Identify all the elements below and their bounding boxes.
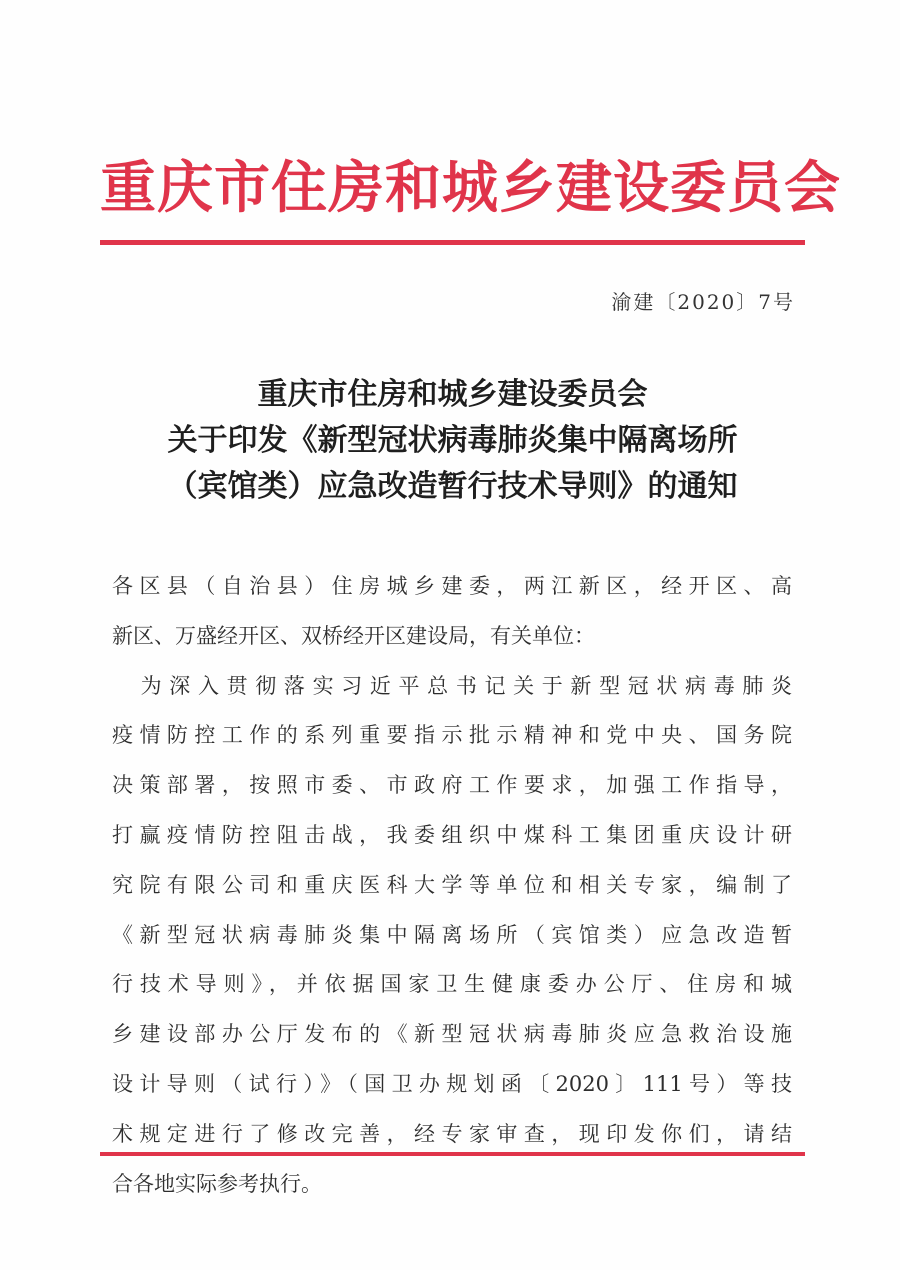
body-line-4: 疫情防控工作的系列重要指示批示精神和党中央、国务院 bbox=[112, 723, 792, 748]
body-line-13: 合各地实际参考执行。 bbox=[112, 1171, 322, 1196]
body-line-8: 《新型冠状病毒肺炎集中隔离场所（宾馆类）应急改造暂 bbox=[112, 922, 792, 947]
body-line-1: 各区县（自治县）住房城乡建委，两江新区，经开区、高 bbox=[112, 574, 792, 598]
document-title bbox=[100, 372, 805, 510]
document-body bbox=[112, 562, 792, 1209]
body-line-12: 术规定进行了修改完善，经专家审查，现印发你们，请结 bbox=[112, 1121, 792, 1146]
body-line-5: 决策部署，按照市委、市政府工作要求，加强工作指导， bbox=[112, 773, 792, 798]
title-line-2: 关于印发《新型冠状病毒肺炎集中隔离场所 bbox=[167, 423, 738, 458]
title-line-3: （宾馆类）应急改造暂行技术导则》的通知 bbox=[167, 469, 738, 504]
org-letterhead: 重庆市住房和城乡建设委员会 bbox=[100, 155, 841, 221]
body-line-6: 打赢疫情防控阻击战，我委组织中煤科工集团重庆设计研 bbox=[112, 822, 792, 847]
document-number: 渝建〔2020〕7号 bbox=[611, 290, 795, 314]
body-line-7: 究院有限公司和重庆医科大学等单位和相关专家，编制了 bbox=[112, 872, 792, 897]
title-line-1: 重庆市住房和城乡建设委员会 bbox=[257, 377, 648, 412]
body-line-11: 设计导则（试行）》（国卫办规划函〔2020〕111号）等技 bbox=[112, 1071, 792, 1096]
footer-red-rule bbox=[100, 1152, 805, 1156]
body-line-9: 行技术导则》，并依据国家卫生健康委办公厅、住房和城 bbox=[112, 972, 792, 997]
body-line-2: 新区、万盛经开区、双桥经开区建设局，有关单位： bbox=[112, 623, 595, 648]
body-line-3: 为深入贯彻落实习近平总书记关于新型冠状病毒肺炎 bbox=[112, 673, 792, 698]
body-line-10: 乡建设部办公厅发布的《新型冠状病毒肺炎应急救治设施 bbox=[112, 1022, 792, 1047]
letterhead-red-rule bbox=[100, 240, 805, 245]
